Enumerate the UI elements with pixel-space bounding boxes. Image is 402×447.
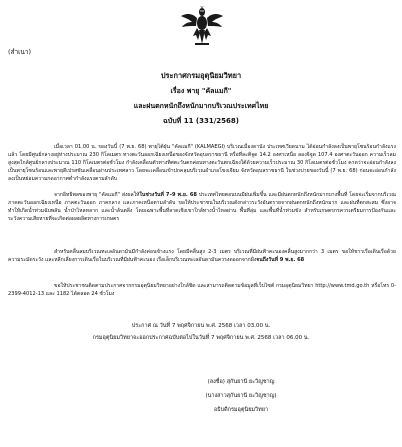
copy-label: (สำเนา) — [8, 48, 32, 56]
announcement-subject: เรื่อง พายุ "คัลแมกี" — [170, 87, 232, 95]
signature-signed: (ลงชื่อ) สุกันยานี ยะวิญชาญ — [207, 379, 275, 385]
next-issue-note: กรมอุตุนิยมวิทยาจะออกประกาศฉบับต่อไปในวันที่ 7 พฤศจิกายน พ.ศ. 2568 เวลา 06.00 น. — [92, 335, 310, 341]
paragraph-storm-status-text: เมื่อเวลา 01.00 น. ของวันนี้ (7 พ.ย. 68) พายุไต้ฝุ่น "คัลแมกี" (KALMAEGI) บริเวณเมืองดานัง ประเทศเวียดนาม ได้อ่อนกำลังลงเป็นพายุโซนร้อนกำลังแรงแล้ว โดยมีศูนย์กลางอยู่ห่างประมาณ 230 กิโลเมตร ทางตะวันออกเฉียงเหนือของจังหวัดอุบลราชธานี หรือที่ละติจูด 14.2 องศาเหนือ ลองจิจูด 107.4 องศาตะวันออก ความเร็วลมสูงสุดใกล้ศูนย์กลางประมาณ 110 กิโลเมตรต่อชั่วโมง กำลังเคลื่อนตัวทางทิศตะวันตกค่อนทางตะวันตกเฉียงใต้ด้วยความเร็วประมาณ 30 กิโลเมตรต่อชั่วโมง คาดว่าจะอ่อนกำลังลงเป็นพายุโซนร้อนและพายุดีเปรสชันเคลื่อนผ่านประเทศลาว โดยจะเคลื่อนเข้าปกคลุมบริเวณอำเภอโขงเจียม จังหวัดอุบลราชธานี ในช่วงบ่ายของวันนี้ (7 พ.ย. 68) ก่อนจะอ่อนกำลังลงเป็นหย่อมความกดอากาศต่ำกำลังแรงตามลำดับ — [8, 144, 396, 182]
rain-warning-dates: ในช่วงวันที่ 7–9 พ.ย. 68 — [139, 192, 197, 198]
sea-warning-until: จนถึงวันที่ 9 พ.ย. 68 — [256, 256, 305, 263]
paragraph-rain-warning — [8, 192, 396, 224]
rain-warning-lead: จากอิทธิพลของพายุ "คัลแมกี" ส่งผลให้ — [54, 192, 140, 198]
garuda-emblem-icon — [181, 6, 223, 46]
paragraph-sea-warning — [8, 249, 396, 265]
signatory-name: (นางสาวสุกันยานี ยะวิญชาญ) — [205, 393, 277, 399]
paragraph-storm-status — [8, 144, 396, 184]
contact-text: ขอให้ประชาชนติดตามประกาศจากกรมอุตุนิยมวิทยาอย่างใกล้ชิด และสามารถติดตามข้อมูลที่เว็บไซต์ กรมอุตุนิยมวิทยา http://www.tmd.go.th หรือโทร 0-2399-4012-13 และ 1182 ได้ตลอด 24 ชั่วโมง — [8, 283, 396, 297]
rain-warning-text: ประเทศไทยตอนบนมีฝนเพิ่มขึ้น และมีฝนตกหนักถึงหนักมากบางพื้นที่ โดยจะเริ่มจากบริเวณภาคตะวันออกเฉียงเหนือ ภาคตะวันออก ภาคกลาง และภาคเหนือตามลำดับ ขอให้ประชาชนในบริเวณดังกล่าวระวังอันตรายจากฝนตกหนักถึงหนักมาก และฝนที่ตกสะสม ซึ่งอาจทำให้เกิดน้ำท่วมฉับพลัน น้ำป่าไหลหลาก และน้ำล้นตลิ่ง โดยเฉพาะพื้นที่ลาดเชิงเขาใกล้ทางน้ำไหลผ่าน พื้นที่ลุ่ม และพื้นที่น้ำท่วมขัง สำหรับเกษตรกรควรเตรียมการป้องกันและระวังความเสียหายที่จะเกิดต่อผลผลิตทางการเกษตร — [8, 192, 396, 222]
paragraph-contact — [8, 283, 396, 299]
issuing-agency: ประกาศกรมอุตุนิยมวิทยา — [160, 71, 242, 80]
signatory-title: อธิบดีกรมอุตุนิยมวิทยา — [213, 407, 269, 413]
issue-number: ฉบับที่ 11 (331/2568) — [163, 117, 239, 125]
issued-datetime: ประกาศ ณ วันที่ 7 พฤศจิกายน พ.ศ. 2568 เวลา 03.00 น. — [131, 323, 271, 329]
announcement-subtitle: และฝนตกหนักถึงหนักมากบริเวณประเทศไทย — [133, 102, 269, 110]
sea-warning-text: สำหรับคลื่นลมบริเวณทะเลอันดามันมีกำลังค่อนข้างแรง โดยมีคลื่นสูง 2-3 เมตร บริเวณที่มีฝนฟ้าคะนองคลื่นสูงมากกว่า 3 เมตร ขอให้ชาวเรือเดินเรือด้วยความระมัดระวัง และหลีกเลี่ยงการเดินเรือในบริเวณที่มีฝนฟ้าคะนอง เรือเล็กบริเวณทะเลอันดามันควรงดออกจากฝั่ง — [8, 249, 396, 263]
